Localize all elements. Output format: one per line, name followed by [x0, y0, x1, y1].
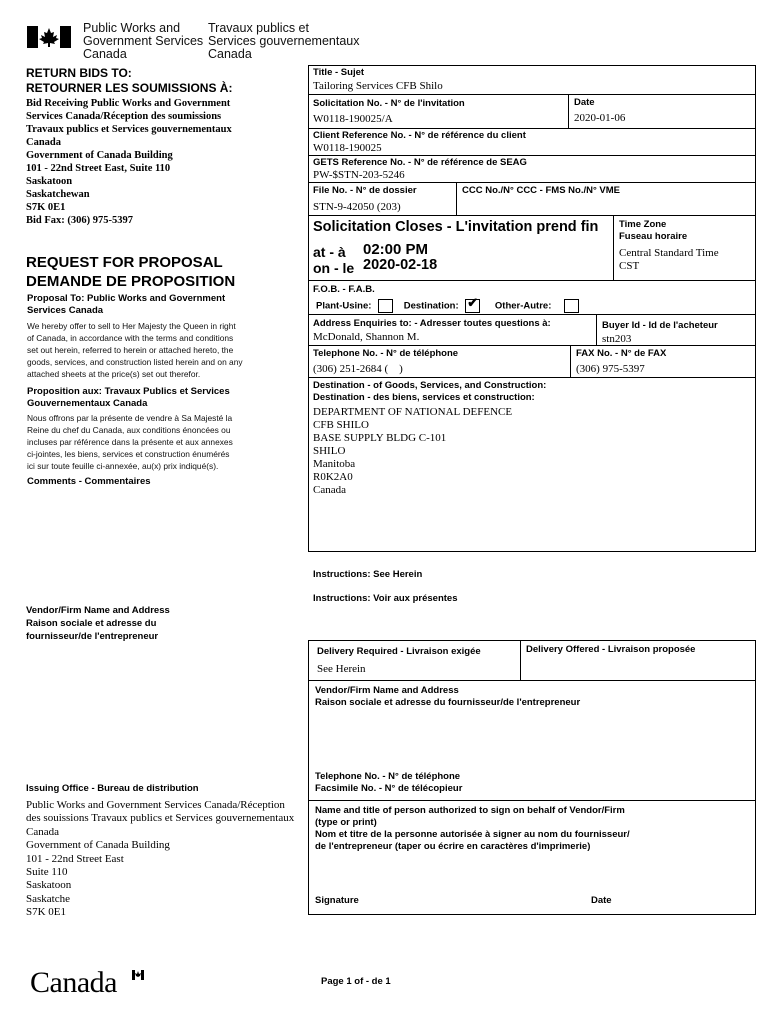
solicitation-label: Solicitation No. - N° de l'invitation: [313, 98, 465, 109]
fob-options: [316, 299, 579, 313]
dept-name-en: Public Works and Government Services Canada: [83, 21, 204, 61]
proposition-aux: Proposition aux: Travaux Publics et Services Gouvernementaux Canada: [27, 386, 230, 409]
fob-label: F.O.B. - F.A.B.: [313, 284, 375, 295]
buyer-id-value: stn203: [602, 333, 632, 345]
time-zone-value: Central Standard Time CST: [619, 247, 719, 272]
title-label: Title - Sujet: [313, 67, 365, 78]
on-label: on - le: [313, 260, 355, 276]
client-ref-label: Client Reference No. - N° de référence du client: [313, 130, 526, 141]
delivery-required-value: See Herein: [317, 663, 366, 675]
gets-value: PW-$STN-203-5246: [313, 169, 405, 181]
comments-label: Comments - Commentaires: [27, 476, 151, 487]
file-label: File No. - N° de dossier: [313, 185, 417, 196]
authorized-person-field[interactable]: [313, 860, 749, 890]
flag-icon: [27, 26, 71, 48]
destination-checkbox[interactable]: [465, 299, 480, 313]
client-ref-value: W0118-190025: [313, 142, 382, 154]
time-zone-label: Time Zone Fuseau horaire: [619, 219, 688, 242]
delivery-required-label: Delivery Required - Livraison exigée: [317, 646, 481, 657]
gets-label: GETS Reference No. - N° de référence de SEAG: [313, 157, 527, 168]
destination-label: Destination:: [403, 300, 459, 312]
destination-goods-label: Destination - of Goods, Services, and Construction: Destination - des biens, services et construction:: [313, 380, 547, 403]
closing-date-value: 2020-02-18: [363, 257, 438, 273]
address-enquiries-value: McDonald, Shannon M.: [313, 331, 420, 343]
vendor-firm-label-right: Vendor/Firm Name and Address Raison sociale et adresse du fournisseur/de l'entrepreneur: [315, 685, 581, 708]
date-label: Date: [574, 97, 595, 108]
return-bids-heading: RETURN BIDS TO: RETOURNER LES SOUMISSIONS À:: [26, 66, 233, 95]
offer-text-fr: Nous offrons par la présente de vendre à Sa Majesté la Reine du chef du Canada, aux conditions énoncées ou incluses par référence dans la présente et aux annexes ci-jointes, les biens, services et construction énumérés ici sur toute feuille ci-annexée, au(x) prix indiqué(s).: [27, 413, 233, 471]
plant-checkbox[interactable]: [378, 299, 393, 313]
phone-fax-label: Telephone No. - N° de téléphone Facsimile No. - N° de télécopieur: [315, 771, 463, 794]
title-value: Tailoring Services CFB Shilo: [313, 80, 443, 92]
canada-wordmark: Canada: [30, 966, 117, 1000]
wordmark-flag-icon: [132, 970, 144, 980]
canada-flag-logo: [27, 26, 71, 48]
delivery-offered-label: Delivery Offered - Livraison proposée: [526, 644, 696, 655]
instructions-fr: Instructions: Voir aux présentes: [313, 593, 458, 604]
dept-name-fr: Travaux publics et Services gouvernementaux Canada: [208, 21, 360, 61]
plant-label: Plant-Usine:: [316, 300, 372, 312]
signature-date-label: Date: [591, 895, 612, 906]
date-value: 2020-01-06: [574, 112, 626, 124]
at-label: at - à: [313, 244, 346, 260]
rfp-title: REQUEST FOR PROPOSAL DEMANDE DE PROPOSITION: [26, 254, 236, 290]
file-value: STN-9-42050 (203): [313, 201, 401, 213]
closing-time-value: 02:00 PM: [363, 241, 429, 258]
issuing-office-label: Issuing Office - Bureau de distribution: [26, 783, 199, 794]
other-checkbox[interactable]: [564, 299, 579, 313]
ccc-label: CCC No./N° CCC - FMS No./N° VME: [462, 185, 621, 196]
solicitation-value: W0118-190025/A: [313, 113, 393, 125]
solicitation-closes-title: Solicitation Closes - L'invitation prend fin: [313, 219, 599, 235]
vendor-firm-label-left: Vendor/Firm Name and Address Raison sociale et adresse du fournisseur/de l'entrepreneur: [26, 605, 170, 642]
telephone-value: (306) 251-2684 ( ): [313, 363, 403, 375]
offer-text-en: We hereby offer to sell to Her Majesty the Queen in right of Canada, in accordance with the terms and conditions set out herein, referred to herein or attached hereto, the goods, services, and construction listed herein and on any attached sheets at the price(s) set out therefor.: [27, 321, 243, 379]
issuing-office-address: Public Works and Government Services Canada/Réception des souissions Travaux publics et Services gouvernementaux Canada Government of Canada Building 101 - 22nd Street East Suite 110 Saskatoon Saskatche S7K 0E1: [26, 799, 295, 919]
page-number: Page 1 of - de 1: [321, 976, 391, 987]
vendor-firm-field[interactable]: [313, 712, 749, 768]
destination-goods-value: DEPARTMENT OF NATIONAL DEFENCE CFB SHILO BASE SUPPLY BLDG C-101 SHILO Manitoba R0K2A0 Canada: [313, 406, 513, 496]
other-label: Other-Autre:: [494, 300, 552, 312]
buyer-id-label: Buyer Id - Id de l'acheteur: [602, 320, 718, 331]
delivery-offered-field[interactable]: [524, 658, 750, 678]
proposal-to: Proposal To: Public Works and Government Services Canada: [27, 293, 226, 316]
fax-label: FAX No. - N° de FAX: [576, 348, 667, 359]
authorized-person-label: Name and title of person authorized to sign on behalf of Vendor/Firm (type or print) Nom et titre de la personne autorisée à signer au nom du fournisseur/ de l'entrepreneur (taper ou écrire en caractères d'imprimerie): [315, 805, 630, 852]
signature-label: Signature: [315, 895, 359, 906]
address-enquiries-label: Address Enquiries to: - Adresser toutes questions à:: [313, 318, 551, 329]
telephone-label: Telephone No. - N° de téléphone: [313, 348, 459, 359]
bid-receiving-address: Bid Receiving Public Works and Government Services Canada/Réception des soumissions Travaux publics et Services gouvernementaux Canada Government of Canada Building 101 - 22nd Street East, Suite 110 Saskatoon Saskatchewan S7K 0E1 Bid Fax: (306) 975-5397: [26, 98, 232, 226]
fax-value: (306) 975-5397: [576, 363, 645, 375]
instructions-en: Instructions: See Herein: [313, 569, 423, 580]
